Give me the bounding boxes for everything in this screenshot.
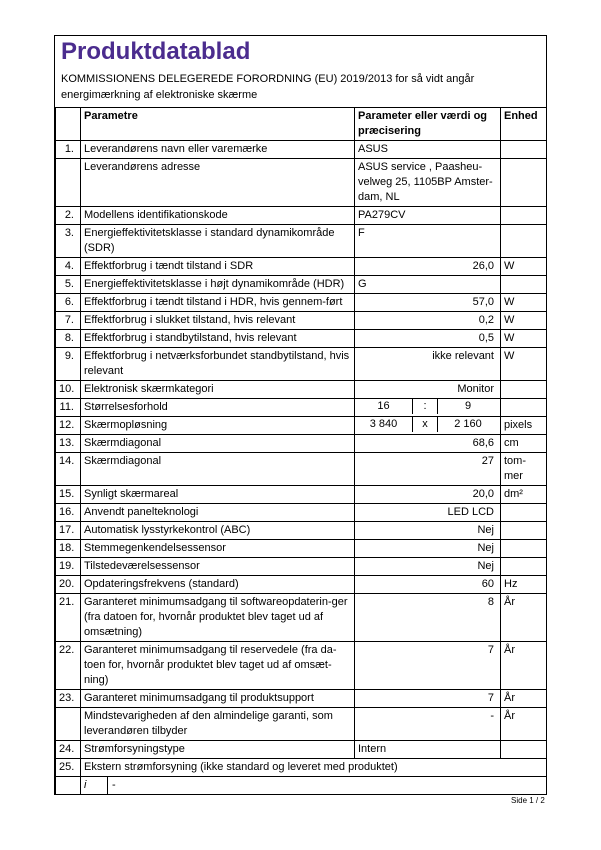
table-row (56, 576, 547, 594)
header-unit: Enhed (501, 108, 547, 141)
row-parameter: Elektronisk skærmkategori (81, 381, 355, 399)
page-title: Produktdatablad (61, 38, 251, 65)
table-row (56, 294, 547, 312)
value-separator: x (412, 417, 438, 432)
row-unit (501, 225, 547, 258)
row-value: ASUS (355, 141, 501, 159)
row-number: 8. (56, 330, 81, 348)
row-unit (501, 207, 547, 225)
row-number: 15. (56, 486, 81, 504)
row-unit: W (501, 294, 547, 312)
row-unit: pixels (501, 417, 547, 435)
row-parameter: Effektforbrug i netværksforbundet standbytilstand, hvis relevant (81, 348, 355, 381)
row-unit (501, 504, 547, 522)
table-row (56, 708, 547, 741)
row-value: ikke relevant (355, 348, 501, 381)
row-value: Nej (355, 558, 501, 576)
table-row (56, 777, 547, 795)
row-unit (501, 522, 547, 540)
row-value: 26,0 (355, 258, 501, 276)
row-unit: År (501, 594, 547, 642)
row-unit (501, 399, 547, 417)
table-row (56, 348, 547, 381)
row-number: 18. (56, 540, 81, 558)
row-value: Nej (355, 522, 501, 540)
row-unit (501, 381, 547, 399)
value-part-1: 3 840 (369, 418, 398, 430)
table-row (56, 381, 547, 399)
row-unit (501, 276, 547, 294)
row-number: 21. (56, 594, 81, 642)
table-row (56, 558, 547, 576)
row-parameter: Skærmdiagonal (81, 435, 355, 453)
row-unit (501, 159, 547, 207)
row-parameter: Garanteret minimumsadgang til softwareopdaterin-ger (fra datoen for, hvornår produktet blev taget ud af omsætning) (81, 594, 355, 642)
row-number: 14. (56, 453, 81, 486)
table-body (56, 141, 547, 795)
row-value: 57,0 (355, 294, 501, 312)
row-value-split (355, 399, 501, 417)
row-number: 5. (56, 276, 81, 294)
row-parameter: Stemmegenkendelsessensor (81, 540, 355, 558)
table-row (56, 522, 547, 540)
row-unit: W (501, 258, 547, 276)
table-row (56, 312, 547, 330)
row-parameter: Garanteret minimumsadgang til produktsupport (81, 690, 355, 708)
row-value-split (355, 417, 501, 435)
table-row (56, 330, 547, 348)
table-row (56, 504, 547, 522)
row-parameter: Størrelsesforhold (81, 399, 355, 417)
header-param: Parametre (81, 108, 355, 141)
row-unit: W (501, 312, 547, 330)
row-value: Intern (355, 741, 501, 759)
datasheet-table (55, 107, 547, 795)
row-unit (501, 741, 547, 759)
table-row (56, 207, 547, 225)
row-parameter: Effektforbrug i standbytilstand, hvis relevant (81, 330, 355, 348)
datasheet-frame (54, 35, 547, 795)
value-part-1: 16 (377, 400, 390, 412)
sub-value: - (112, 779, 116, 791)
row-number: 19. (56, 558, 81, 576)
row-unit: Hz (501, 576, 547, 594)
row-value: 7 (355, 642, 501, 690)
table-row (56, 159, 547, 207)
row-number: 9. (56, 348, 81, 381)
table-row (56, 399, 547, 417)
row-parameter: Mindstevarigheden af den almindelige garanti, som leverandøren tilbyder (81, 708, 355, 741)
row-parameter: Anvendt panelteknologi (81, 504, 355, 522)
row-value: Nej (355, 540, 501, 558)
table-row (56, 594, 547, 642)
table-header-row (56, 108, 547, 141)
row-unit (501, 540, 547, 558)
table-row (56, 759, 547, 777)
row-unit: tom-mer (501, 453, 547, 486)
row-parameter: Automatisk lysstyrkekontrol (ABC) (81, 522, 355, 540)
row-parameter: Modellens identifikationskode (81, 207, 355, 225)
row-number: 1. (56, 141, 81, 159)
row-number (56, 777, 81, 795)
row-parameter: Energieffektivitetsklasse i standard dynamikområde (SDR) (81, 225, 355, 258)
row-parameter: Ekstern strømforsyning (ikke standard og leveret med produktet) (81, 759, 547, 777)
row-parameter: Leverandørens navn eller varemærke (81, 141, 355, 159)
row-parameter: Leverandørens adresse (81, 159, 355, 207)
row-number: 7. (56, 312, 81, 330)
value-part-2: 9 (464, 400, 472, 412)
row-unit: W (501, 348, 547, 381)
table-row (56, 540, 547, 558)
row-parameter: Skærmopløsning (81, 417, 355, 435)
row-value: 20,0 (355, 486, 501, 504)
table-row (56, 141, 547, 159)
value-part-2: 2 160 (454, 418, 482, 430)
row-number (56, 708, 81, 741)
row-value: 0,5 (355, 330, 501, 348)
row-number (56, 159, 81, 207)
row-number: 4. (56, 258, 81, 276)
row-unit: År (501, 642, 547, 690)
header-value: Parameter eller værdi og præcisering (355, 108, 501, 141)
row-unit (501, 141, 547, 159)
row-parameter: Effektforbrug i slukket tilstand, hvis relevant (81, 312, 355, 330)
value-separator: : (412, 399, 438, 414)
table-row (56, 435, 547, 453)
row-parameter: Synligt skærmareal (81, 486, 355, 504)
row-parameter: Energieffektivitetsklasse i højt dynamikområde (HDR) (81, 276, 355, 294)
table-row (56, 741, 547, 759)
row-value: G (355, 276, 501, 294)
sub-label: i (81, 777, 108, 794)
regulation-subtitle: KOMMISSIONENS DELEGEREDE FORORDNING (EU) 2019/2013 for så vidt angår energimærkning af elektroniske skærme (61, 73, 475, 101)
row-number: 22. (56, 642, 81, 690)
row-unit: År (501, 690, 547, 708)
row-value: F (355, 225, 501, 258)
table-row (56, 690, 547, 708)
row-parameter: Effektforbrug i tændt tilstand i HDR, hvis gennem-ført (81, 294, 355, 312)
row-unit: dm² (501, 486, 547, 504)
row-unit: cm (501, 435, 547, 453)
row-parameter: Skærmdiagonal (81, 453, 355, 486)
row-value: 68,6 (355, 435, 501, 453)
row-number: 12. (56, 417, 81, 435)
row-number: 16. (56, 504, 81, 522)
table-row (56, 642, 547, 690)
row-number: 10. (56, 381, 81, 399)
row-value: 8 (355, 594, 501, 642)
row-value: 27 (355, 453, 501, 486)
row-number: 2. (56, 207, 81, 225)
row-value: Monitor (355, 381, 501, 399)
row-number: 25. (56, 759, 81, 777)
page-footer: Side 1 / 2 (511, 796, 545, 805)
row-parameter: Tilstedeværelsessensor (81, 558, 355, 576)
row-number: 6. (56, 294, 81, 312)
row-number: 24. (56, 741, 81, 759)
row-number: 11. (56, 399, 81, 417)
table-row (56, 453, 547, 486)
row-value: 7 (355, 690, 501, 708)
row-parameter: Opdateringsfrekvens (standard) (81, 576, 355, 594)
table-row (56, 225, 547, 258)
row-unit: År (501, 708, 547, 741)
row-value: LED LCD (355, 504, 501, 522)
row-value: 0,2 (355, 312, 501, 330)
row-value: - (355, 708, 501, 741)
row-parameter: Effektforbrug i tændt tilstand i SDR (81, 258, 355, 276)
row-unit (501, 558, 547, 576)
row-parameter: Garanteret minimumsadgang til reservedele (fra da-toen for, hvornår produktet blev taget ud af omsæt-ning) (81, 642, 355, 690)
row-unit: W (501, 330, 547, 348)
sub-row (81, 777, 547, 795)
table-row (56, 276, 547, 294)
table-row (56, 486, 547, 504)
row-value: 60 (355, 576, 501, 594)
table-row (56, 258, 547, 276)
row-parameter: Strømforsyningstype (81, 741, 355, 759)
table-row (56, 417, 547, 435)
row-number: 17. (56, 522, 81, 540)
row-number: 13. (56, 435, 81, 453)
row-number: 3. (56, 225, 81, 258)
row-number: 23. (56, 690, 81, 708)
row-value: PA279CV (355, 207, 501, 225)
row-value: ASUS service , Paasheu-velweg 25, 1105BP Amster-dam, NL (355, 159, 501, 207)
row-number: 20. (56, 576, 81, 594)
